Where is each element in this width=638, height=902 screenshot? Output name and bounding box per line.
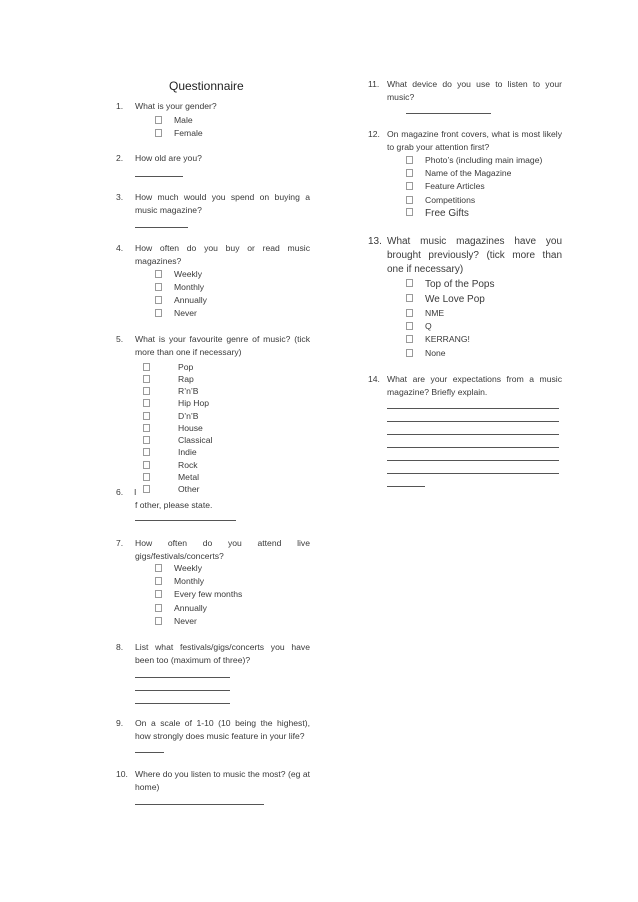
question-text: How often do you attend live gigs/festivals/concerts? xyxy=(135,538,310,561)
option-none[interactable]: None xyxy=(406,347,446,360)
answer-line[interactable] xyxy=(387,473,559,474)
option-photos[interactable]: Photo’s (including main image) xyxy=(406,154,542,167)
answer-line[interactable] xyxy=(387,434,559,435)
option-never[interactable]: Never xyxy=(155,615,197,628)
answer-line[interactable] xyxy=(406,113,491,114)
checkbox-icon[interactable] xyxy=(406,309,413,317)
answer-line[interactable] xyxy=(135,176,183,177)
question-number: 7. xyxy=(116,538,124,548)
question-text: What are your expectations from a music magazine? Briefly explain. xyxy=(387,374,562,397)
checkbox-icon[interactable] xyxy=(143,399,150,407)
answer-line[interactable] xyxy=(387,460,559,461)
checkbox-icon[interactable] xyxy=(143,363,150,371)
checkbox-icon[interactable] xyxy=(406,156,413,164)
checkbox-icon[interactable] xyxy=(143,424,150,432)
question-number: 1. xyxy=(116,101,124,111)
option-classical[interactable]: Classical xyxy=(143,434,212,447)
answer-line[interactable] xyxy=(387,408,559,409)
answer-line[interactable] xyxy=(387,486,425,487)
option-hip-hop[interactable]: Hip Hop xyxy=(143,397,209,410)
option-house[interactable]: House xyxy=(143,422,203,435)
checkbox-icon[interactable] xyxy=(406,294,413,302)
question-text: List what festivals/gigs/concerts you have been too (maximum of three)? xyxy=(135,642,310,665)
option-every-few-months[interactable]: Every few months xyxy=(155,588,242,601)
question-text: On magazine front covers, what is most likely to grab your attention first? xyxy=(387,129,562,152)
question-number: 3. xyxy=(116,192,124,202)
option-q[interactable]: Q xyxy=(406,320,432,333)
checkbox-icon[interactable] xyxy=(406,182,413,190)
answer-line[interactable] xyxy=(135,703,230,704)
checkbox-icon[interactable] xyxy=(406,335,413,343)
answer-line[interactable] xyxy=(387,421,559,422)
option-never[interactable]: Never xyxy=(155,307,197,320)
answer-line[interactable] xyxy=(387,447,559,448)
question-number: 8. xyxy=(116,642,124,652)
option-magazine-name[interactable]: Name of the Magazine xyxy=(406,167,511,180)
checkbox-icon[interactable] xyxy=(155,283,162,291)
option-feature-articles[interactable]: Feature Articles xyxy=(406,180,485,193)
checkbox-icon[interactable] xyxy=(406,196,413,204)
option-weekly[interactable]: Weekly xyxy=(155,268,202,281)
option-top-of-the-pops[interactable]: Top of the Pops xyxy=(406,278,495,291)
checkbox-icon[interactable] xyxy=(143,375,150,383)
checkbox-icon[interactable] xyxy=(406,349,413,357)
option-free-gifts[interactable]: Free Gifts xyxy=(406,207,469,220)
question-number: 2. xyxy=(116,153,124,163)
option-annually[interactable]: Annually xyxy=(155,602,207,615)
checkbox-icon[interactable] xyxy=(143,485,150,493)
checkbox-icon[interactable] xyxy=(406,322,413,330)
option-annually[interactable]: Annually xyxy=(155,294,207,307)
option-pop[interactable]: Pop xyxy=(143,361,193,374)
question-text: On a scale of 1-10 (10 being the highest), how strongly does music feature in your life? xyxy=(135,718,310,741)
question-text: What is your favourite genre of music? (tick more than one if necessary) xyxy=(135,334,310,357)
question-6-lead: I xyxy=(134,487,137,497)
question-6-text: f other, please state. xyxy=(135,500,213,510)
checkbox-icon[interactable] xyxy=(155,617,162,625)
option-dnb[interactable]: D’n’B xyxy=(143,410,199,423)
question-number: 5. xyxy=(116,334,124,344)
checkbox-icon[interactable] xyxy=(155,270,162,278)
question-number: 4. xyxy=(116,243,124,253)
checkbox-icon[interactable] xyxy=(143,473,150,481)
option-monthly[interactable]: Monthly xyxy=(155,281,204,294)
checkbox-icon[interactable] xyxy=(155,296,162,304)
checkbox-icon[interactable] xyxy=(143,461,150,469)
option-rnb[interactable]: R’n’B xyxy=(143,385,199,398)
option-we-love-pop[interactable]: We Love Pop xyxy=(406,293,485,306)
option-rap[interactable]: Rap xyxy=(143,373,194,386)
question-text: How often do you buy or read music magazines? xyxy=(135,243,310,266)
answer-line[interactable] xyxy=(135,520,236,521)
question-number: 14. xyxy=(368,374,380,384)
question-number: 10. xyxy=(116,769,128,779)
question-text: Where do you listen to music the most? (eg at home) xyxy=(135,769,310,792)
answer-line[interactable] xyxy=(135,752,164,753)
question-text: What is your gender? xyxy=(135,101,217,111)
checkbox-icon[interactable] xyxy=(406,169,413,177)
checkbox-icon[interactable] xyxy=(155,116,162,124)
answer-line[interactable] xyxy=(135,804,264,805)
option-other[interactable]: Other xyxy=(143,483,200,496)
checkbox-icon[interactable] xyxy=(406,208,413,216)
option-metal[interactable]: Metal xyxy=(143,471,199,484)
checkbox-icon[interactable] xyxy=(155,604,162,612)
checkbox-icon[interactable] xyxy=(143,412,150,420)
page-title: Questionnaire xyxy=(169,79,244,93)
checkbox-icon[interactable] xyxy=(143,448,150,456)
answer-line[interactable] xyxy=(135,227,188,228)
question-number: 11. xyxy=(368,79,380,89)
question-number: 9. xyxy=(116,718,124,728)
question-text: How much would you spend on buying a music magazine? xyxy=(135,192,310,215)
checkbox-icon[interactable] xyxy=(155,590,162,598)
option-monthly[interactable]: Monthly xyxy=(155,575,204,588)
answer-line[interactable] xyxy=(135,677,230,678)
question-text: What music magazines have you brought previously? (tick more than one if necessary) xyxy=(387,236,562,275)
checkbox-icon[interactable] xyxy=(155,129,162,137)
option-female[interactable]: Female xyxy=(155,127,203,140)
checkbox-icon[interactable] xyxy=(155,309,162,317)
option-kerrang[interactable]: KERRANG! xyxy=(406,333,470,346)
option-nme[interactable]: NME xyxy=(406,307,444,320)
option-rock[interactable]: Rock xyxy=(143,459,198,472)
option-indie[interactable]: Indie xyxy=(143,446,197,459)
question-text: What device do you use to listen to your music? xyxy=(387,79,562,102)
checkbox-icon[interactable] xyxy=(155,564,162,572)
answer-line[interactable] xyxy=(135,690,230,691)
option-weekly[interactable]: Weekly xyxy=(155,562,202,575)
question-number: 6. xyxy=(116,487,124,497)
checkbox-icon[interactable] xyxy=(155,577,162,585)
question-number: 12. xyxy=(368,129,380,139)
checkbox-icon[interactable] xyxy=(143,387,150,395)
checkbox-icon[interactable] xyxy=(406,279,413,287)
option-competitions[interactable]: Competitions xyxy=(406,194,475,207)
question-text: How old are you? xyxy=(135,153,202,163)
question-number: 13. xyxy=(368,236,382,247)
checkbox-icon[interactable] xyxy=(143,436,150,444)
option-male[interactable]: Male xyxy=(155,114,193,127)
